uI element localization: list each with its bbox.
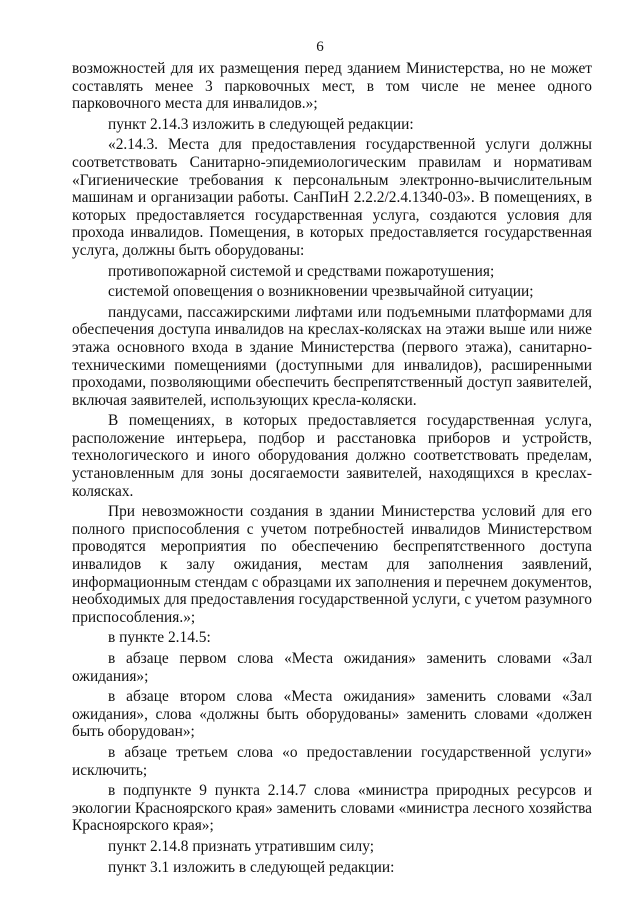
- page-number: 6: [316, 39, 324, 55]
- paragraph: пункт 3.1 изложить в следующей редакции:: [108, 858, 395, 876]
- paragraph: в пункте 2.14.5:: [108, 629, 211, 647]
- paragraph: в абзаце первом слова «Места ожидания» заменить словами «Зал ожидания»;: [72, 650, 592, 685]
- paragraph: пандусами, пассажирскими лифтами или подъемными платформами для обеспечения доступа инвалидов на креслах-колясках на этажи выше или ниже этажа основного входа в здание Министерства (первого этажа), санитарно-техническими помещениями (доступными для инвалидов), расширенными проходами, позволяющими обеспечить беспрепятственный доступ заявителей, включая заявителей, использующих кресла-коляски.: [72, 303, 592, 409]
- paragraph: противопожарной системой и средствами пожаротушения;: [108, 262, 495, 280]
- paragraph: При невозможности создания в здании Министерства условий для его полного приспособления с учетом потребностей инвалидов Министерством проводятся мероприятия по обеспечению беспрепятственного доступа инвалидов к залу ожидания, местам для заполнения заявлений, информационным стендам с образцами их заполнения и перечнем документов, необходимых для предоставления государственной услуги, с учетом разумного приспособления.»;: [72, 503, 592, 626]
- paragraph: пункт 2.14.8 признать утратившим силу;: [108, 837, 375, 855]
- paragraph: в абзаце третьем слова «о предоставлении государственной услуги» исключить;: [72, 743, 592, 779]
- paragraph: В помещениях, в которых предоставляется государственная услуга, расположение интерьера, подбор и расстановка приборов и устройств, технологического и иного оборудования должно соответствовать пределам, установленным для зоны досягаемости заявителей, находящихся в креслах-колясках.: [72, 412, 592, 500]
- paragraph: «2.14.3. Места для предоставления государственной услуги должны соответствовать Санитарно-эпидемиологическим правилам и нормативам «Гигиенические требования к персональным электронно-вычислительным машинам и организации работы. СанПиН 2.2.2/2.4.1340-03». В помещениях, в которых предоставляется государственная услуга, создаются условия для прохода инвалидов. Помещения, в которых предоставляется государственная услуга, должны быть оборудованы:: [72, 136, 592, 259]
- paragraph: в подпункте 9 пункта 2.14.7 слова «министра природных ресурсов и экологии Красноярского края» заменить словами «министра лесного хозяйства Красноярского края»;: [72, 782, 592, 835]
- paragraph: возможностей для их размещения перед зданием Министерства, но не может составлять менее 3 парковочных мест, в том числе не менее одного парковочного места для инвалидов.»;: [72, 60, 592, 113]
- document-body: [72, 60, 592, 876]
- paragraph: пункт 2.14.3 изложить в следующей редакции:: [108, 115, 414, 133]
- paragraph: системой оповещения о возникновении чрезвычайной ситуации;: [108, 283, 534, 301]
- paragraph: в абзаце втором слова «Места ожидания» заменить словами «Зал ожидания», слова «должны быть оборудованы» заменить словами «должен быть оборудован»;: [72, 688, 592, 741]
